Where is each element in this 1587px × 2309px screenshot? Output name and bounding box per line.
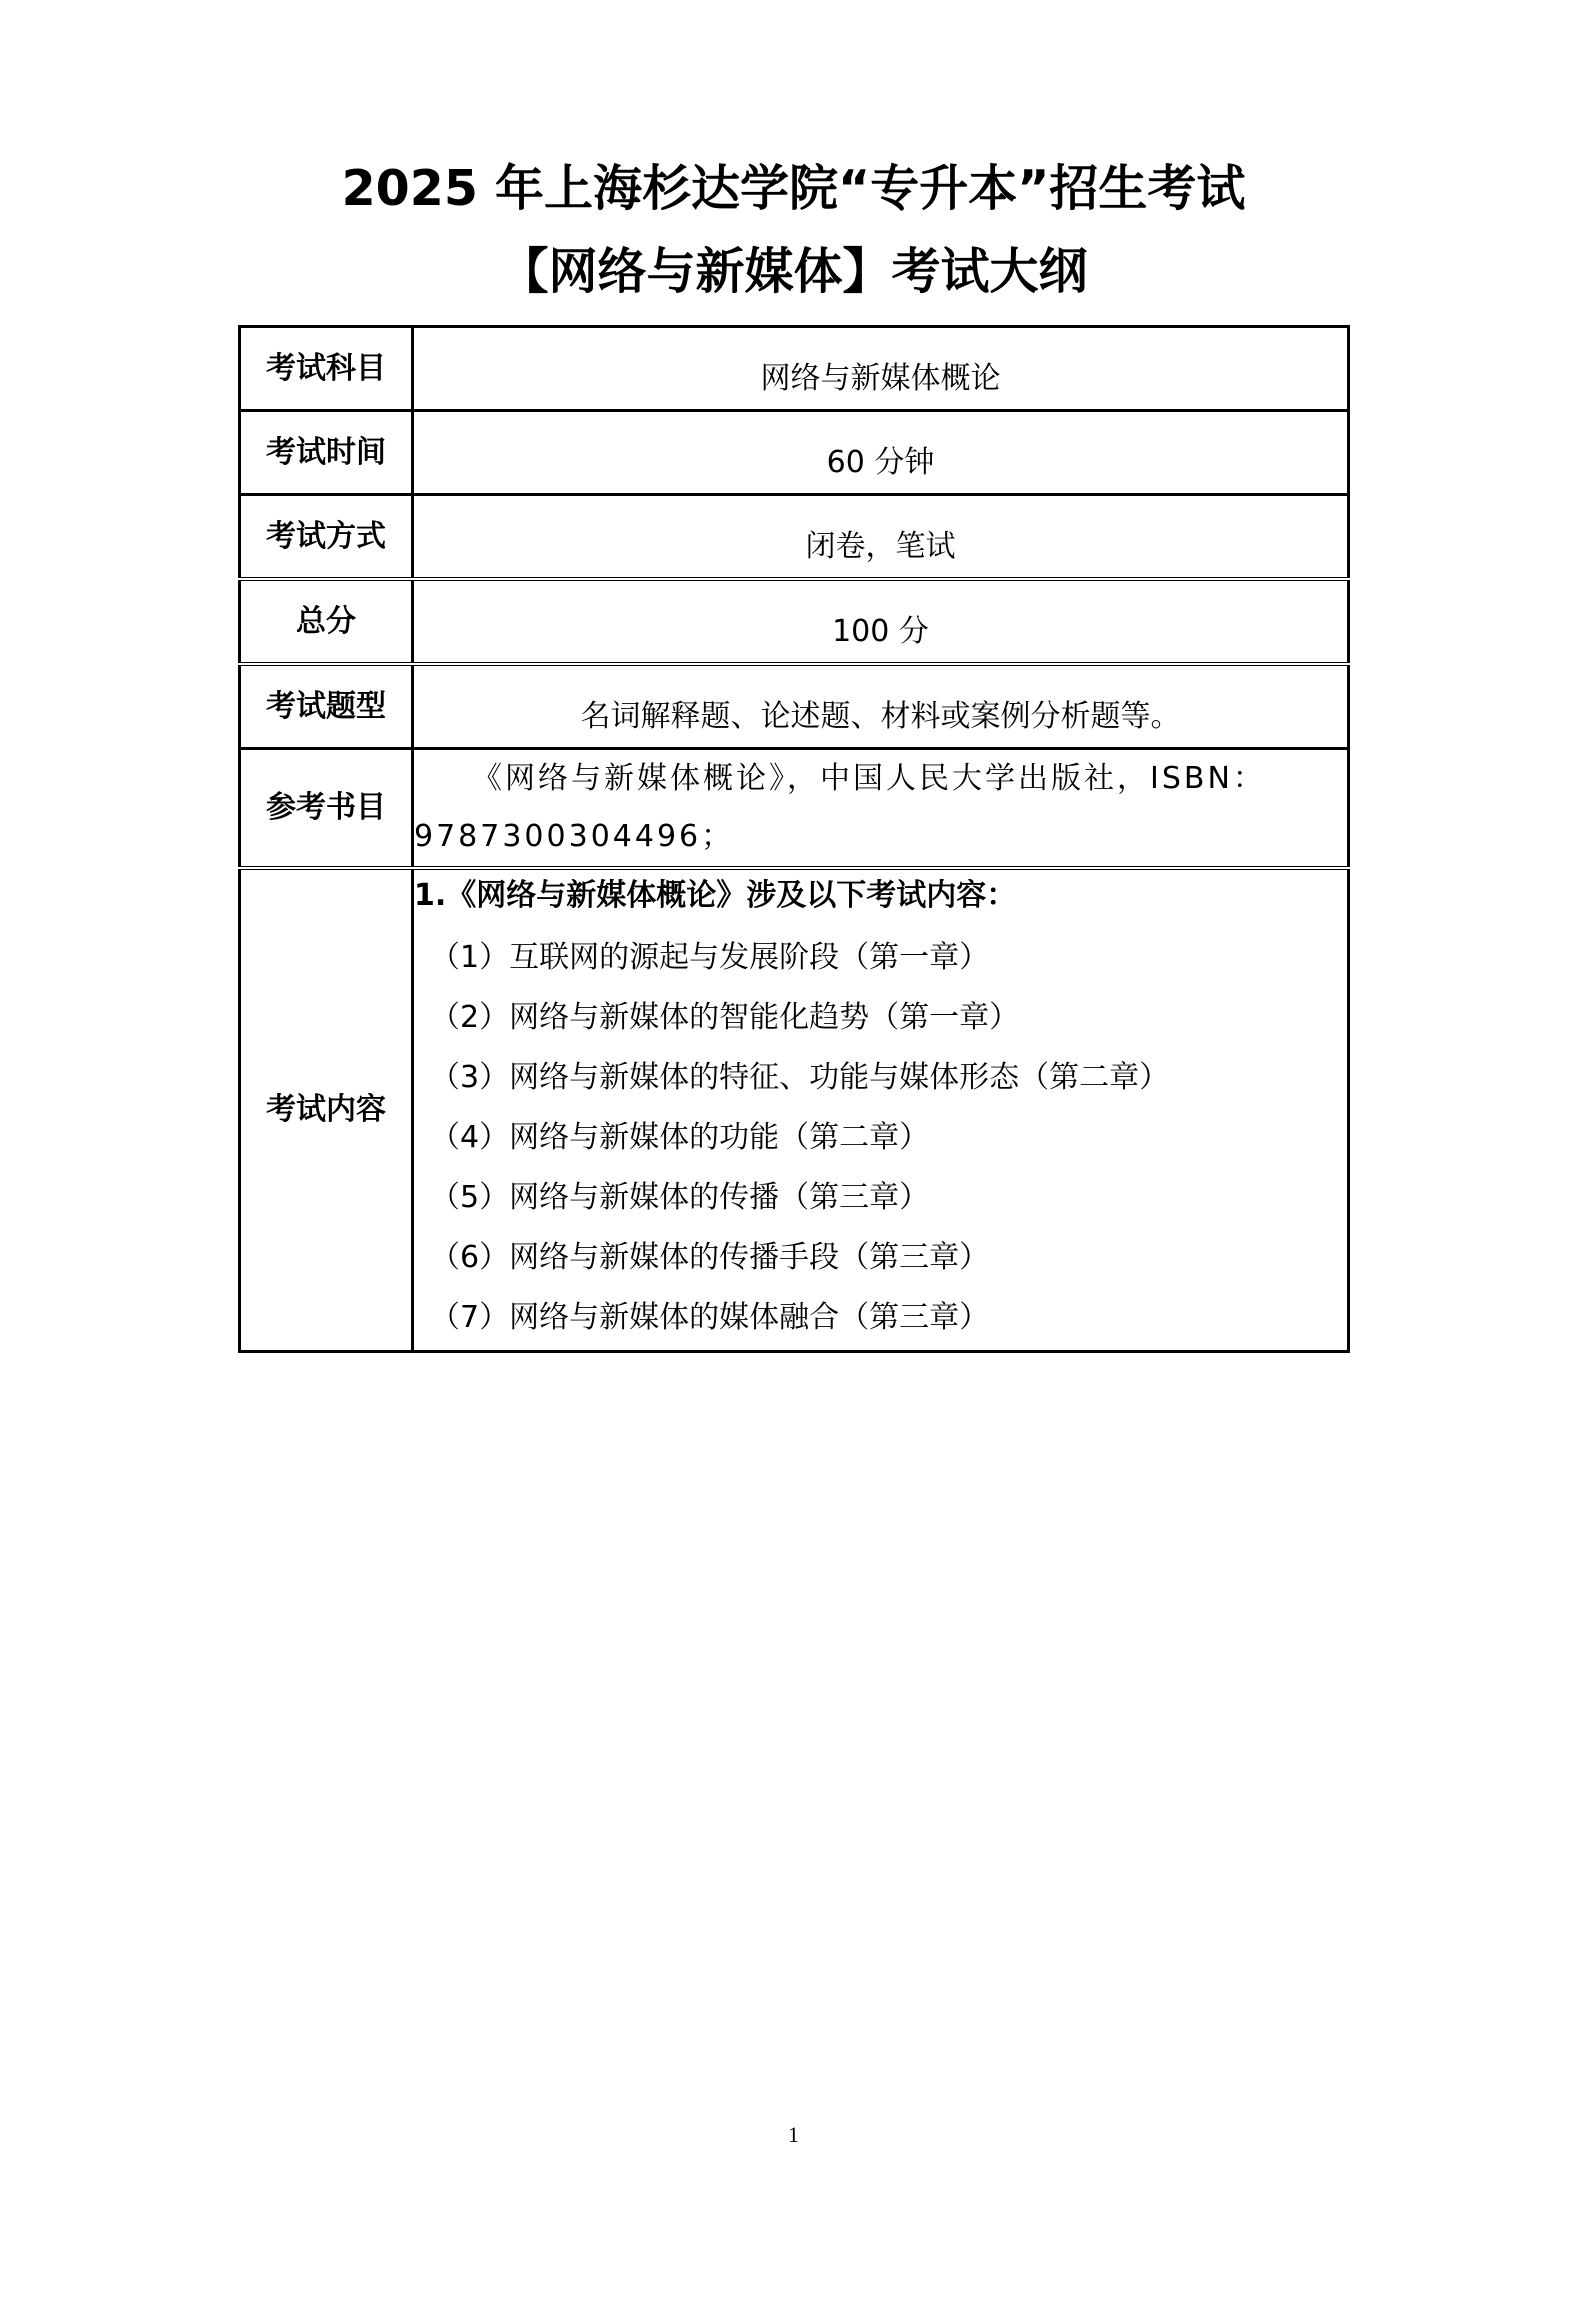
label-text: 总分 — [296, 603, 356, 639]
content-heading: 1.《网络与新媒体概论》涉及以下考试内容： — [414, 878, 1017, 913]
row-label — [240, 495, 413, 580]
row-label — [240, 411, 413, 495]
content-cell — [413, 868, 1349, 1352]
content-item: （3）网络与新媒体的特征、功能与媒体形态（第二章） — [430, 1060, 1170, 1095]
table-row-total-score — [240, 579, 1349, 664]
row-label — [240, 327, 413, 411]
value-text: 网络与新媒体概论 — [760, 360, 1001, 396]
content-item: （1）互联网的源起与发展阶段（第一章） — [430, 940, 990, 975]
label-text: 考试时间 — [266, 434, 386, 470]
row-value — [413, 664, 1349, 749]
row-value — [413, 411, 1349, 495]
row-value — [413, 749, 1349, 869]
row-value — [413, 327, 1349, 411]
value-text: 《网络与新媒体概论》，中国人民大学出版社，ISBN：9787300304496； — [414, 761, 1266, 854]
value-text: 名词解释题、论述题、材料或案例分析题等。 — [580, 698, 1181, 734]
label-text: 参考书目 — [266, 790, 386, 825]
row-value — [413, 579, 1349, 664]
document-title-line2: 【网络与新媒体】考试大纲 — [499, 243, 1088, 300]
content-item: （5）网络与新媒体的传播（第三章） — [430, 1180, 930, 1215]
label-text: 考试科目 — [266, 350, 386, 386]
row-value — [413, 495, 1349, 580]
row-label — [240, 749, 413, 869]
row-label — [240, 868, 413, 1352]
page-number: 1 — [788, 2122, 799, 2147]
row-label — [240, 664, 413, 749]
label-text: 考试方式 — [266, 518, 386, 554]
table-row-method — [240, 495, 1349, 580]
table-row-subject — [240, 327, 1349, 411]
content-item: （2）网络与新媒体的智能化趋势（第一章） — [430, 1000, 1020, 1035]
value-text: 60 分钟 — [826, 444, 935, 480]
content-item: （4）网络与新媒体的功能（第二章） — [430, 1120, 930, 1155]
value-text: 100 分 — [832, 613, 929, 649]
content-item: （6）网络与新媒体的传播手段（第三章） — [430, 1240, 990, 1275]
table-row-question-types — [240, 664, 1349, 749]
label-text: 考试题型 — [266, 688, 386, 724]
exam-outline-table — [238, 325, 1350, 1353]
table-row-reference-books — [240, 749, 1349, 869]
table-row-exam-content — [240, 868, 1349, 1352]
row-label — [240, 579, 413, 664]
content-item: （7）网络与新媒体的媒体融合（第三章） — [430, 1300, 990, 1335]
document-title-line1: 2025 年上海杉达学院“专升本”招生考试 — [341, 160, 1246, 217]
label-text: 考试内容 — [266, 1092, 386, 1127]
value-text: 闭卷，笔试 — [805, 528, 956, 564]
table-row-duration — [240, 411, 1349, 495]
